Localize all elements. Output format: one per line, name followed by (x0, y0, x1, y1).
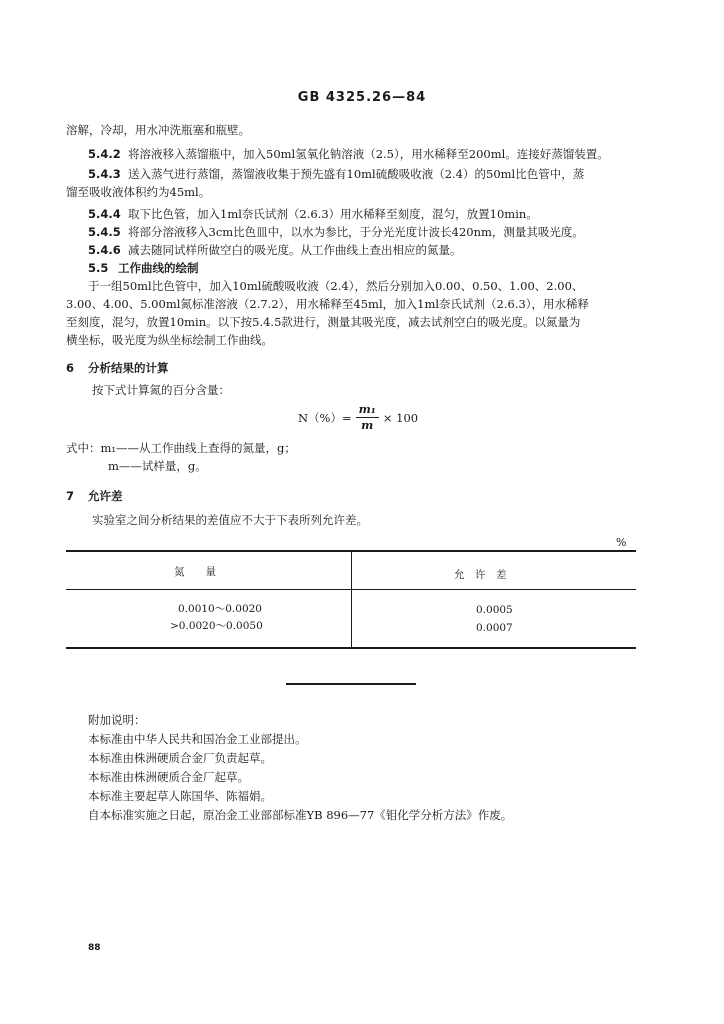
note-line: 本标准由株洲硬质合金厂负责起草。 (88, 751, 272, 765)
text-line: 实验室之间分析结果的差值应不大于下表所列允许差。 (92, 513, 368, 527)
table-cell: 0.0005 (476, 604, 513, 616)
text-line: 按下式计算氮的百分含量： (92, 383, 230, 397)
text-line: 3.00、4.00、5.00ml氮标准溶液（2.7.2），用水稀释至45ml，加入1ml奈氏试剂（2.6.3），用水稀释 (66, 297, 590, 311)
section-number: 5.5 (88, 261, 109, 275)
page-number: 88 (88, 943, 101, 953)
clause-5-4-5 (88, 224, 584, 240)
table-cell: >0.0020～0.0050 (170, 620, 263, 632)
clause-number: 5.4.3 (88, 167, 121, 181)
section-number: 7 (66, 489, 75, 503)
text-line: 横坐标，吸光度为纵坐标绘制工作曲线。 (66, 333, 273, 347)
clause-text: 将溶液移入蒸馏瓶中，加入50ml氢氧化钠溶液（2.5），用水稀释至200ml。连接好蒸馏装置。 (128, 147, 609, 161)
clause-5-4-4 (88, 206, 538, 222)
text-line: 于一组50ml比色管中，加入10ml硫酸吸收液（2.4），然后分别加入0.00、0.50、1.00、2.00、 (88, 279, 584, 293)
table-header-nitrogen: 氮 量 (174, 566, 216, 578)
text-line: 至刻度，混匀，放置10min。以下按5.4.5款进行，测量其吸光度，减去试剂空白的吸光度。以氮量为 (66, 315, 581, 329)
table-header-tolerance: 允 许 差 (454, 569, 507, 581)
section-6 (66, 360, 169, 376)
formula-numerator: m₁ (356, 402, 379, 418)
clause-5-4-3 (88, 166, 584, 182)
clause-5-4-2 (88, 146, 609, 162)
note-line: 本标准由株洲硬质合金厂起草。 (88, 770, 249, 784)
clause-number: 5.4.4 (88, 207, 121, 221)
section-title: 分析结果的计算 (88, 361, 169, 375)
formula-lhs: N（%）= (298, 410, 352, 425)
table-cell: 0.0010～0.0020 (178, 603, 262, 615)
section-title: 允许差 (88, 489, 123, 503)
note-line: 本标准由中华人民共和国冶金工业部提出。 (88, 732, 307, 746)
formula-denominator: m (361, 418, 374, 432)
notes-title: 附加说明： (88, 713, 146, 727)
clause-text: 送入蒸气进行蒸馏，蒸馏液收集于预先盛有10ml硫酸吸收液（2.4）的50ml比色管中，蒸 (128, 167, 585, 181)
clause-text: 将部分溶液移入3cm比色皿中，以水为参比，于分光光度计波长420nm，测量其吸光度。 (128, 225, 584, 239)
section-5-5 (88, 260, 199, 276)
section-divider (286, 683, 416, 685)
clause-number: 5.4.5 (88, 225, 121, 239)
text-line: 馏至吸收液体积约为45ml。 (66, 185, 211, 199)
clause-number: 5.4.6 (88, 243, 121, 257)
section-number: 6 (66, 361, 75, 375)
clause-5-4-6 (88, 242, 462, 258)
nitrogen-formula (298, 402, 418, 433)
variable-definition: m——试样量，g。 (108, 459, 207, 473)
section-title: 工作曲线的绘制 (118, 261, 199, 275)
formula-rhs: × 100 (382, 410, 419, 425)
note-line: 自本标准实施之日起，原冶金工业部部标准YB 896—77《钼化学分析方法》作废。 (88, 808, 513, 822)
standard-header: GB 4325.26—84 (297, 90, 427, 105)
clause-text: 取下比色管，加入1ml奈氏试剂（2.6.3）用水稀释至刻度，混匀，放置10min。 (128, 207, 538, 221)
formula-fraction (356, 402, 379, 433)
clause-text: 减去随同试样所做空白的吸光度。从工作曲线上查出相应的氮量。 (128, 243, 462, 257)
table-column-rule (351, 551, 352, 648)
section-7 (66, 488, 123, 504)
clause-number: 5.4.2 (88, 147, 121, 161)
text-line: 溶解，冷却，用水冲洗瓶塞和瓶壁。 (66, 123, 250, 137)
table-unit: % (616, 536, 627, 549)
note-line: 本标准主要起草人陈国华、陈福娟。 (88, 789, 272, 803)
table-cell: 0.0007 (476, 622, 513, 634)
variable-definition: 式中：m₁——从工作曲线上查得的氮量，g； (66, 441, 296, 455)
